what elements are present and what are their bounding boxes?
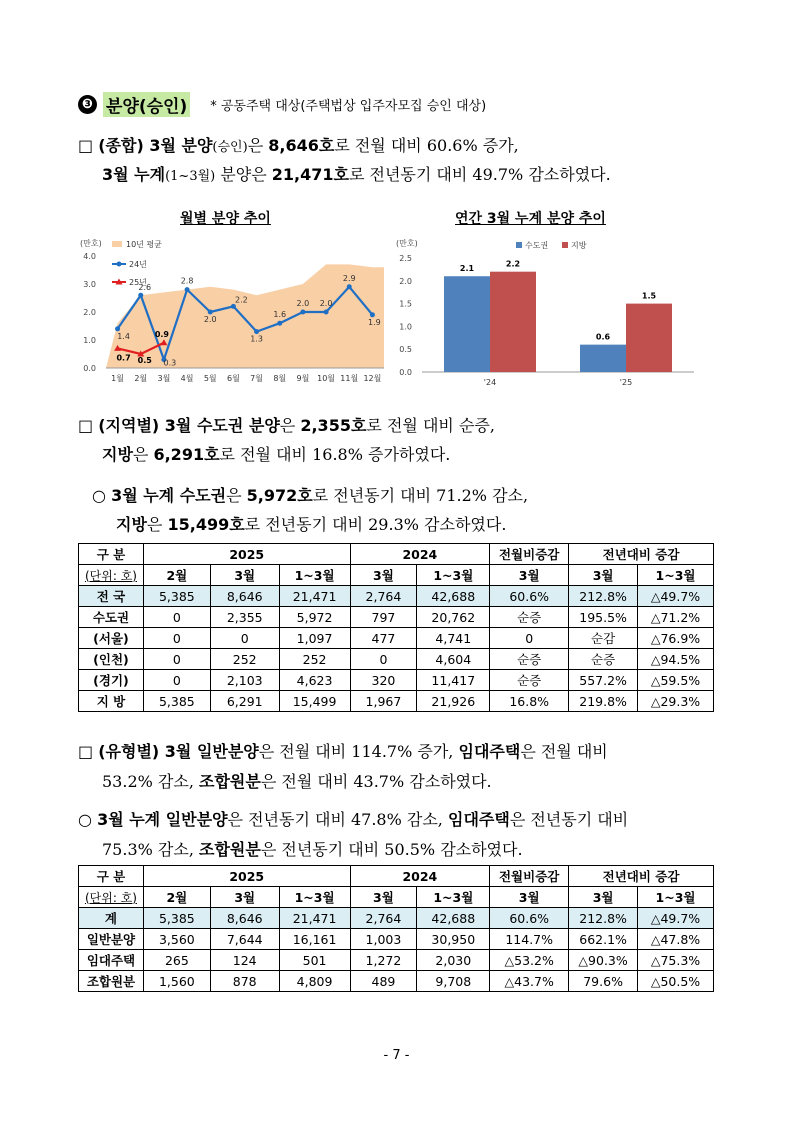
table-cell: 0 — [143, 628, 210, 649]
legend-label: 24년 — [129, 260, 147, 269]
data-label: 1.6 — [273, 310, 287, 320]
subheader-cell: 1~3월 — [417, 565, 490, 586]
data-label: 2.1 — [459, 264, 475, 274]
y-tick-label: 4.0 — [83, 252, 96, 261]
monthly-chart-title: 월별 분양 추이 — [180, 211, 271, 227]
y-tick-label: 0.0 — [399, 368, 412, 377]
tc-union: 조합원분 — [199, 840, 261, 859]
rc-local-text-2: 로 전년동기 대비 29.3% 감소하였다. — [244, 515, 507, 534]
header-yoy: 전년대비 증감 — [569, 544, 714, 565]
table-row — [79, 691, 714, 712]
box-marker: □ — [78, 136, 94, 155]
subheader-cell: 3월 — [569, 565, 638, 586]
table-row — [79, 628, 714, 649]
table-cell: △75.3% — [638, 950, 714, 971]
summary-text: 은 — [247, 136, 269, 155]
local-value: 6,291호 — [153, 445, 220, 464]
data-label: 1.9 — [368, 317, 381, 327]
table-cell: 1,003 — [350, 929, 417, 950]
data-point — [370, 312, 375, 317]
table-cell: 195.5% — [569, 607, 638, 628]
table-cell: 순증 — [490, 670, 569, 691]
x-tick-label: 7월 — [250, 374, 263, 383]
table-cell: 0 — [210, 628, 279, 649]
row-label: 일반분양 — [79, 929, 144, 950]
type-text-4: 은 전월 대비 43.7% 감소하였다. — [260, 772, 492, 791]
subheader-cell: 1~3월 — [638, 565, 714, 586]
legend-label: 수도권 — [525, 241, 549, 250]
table-row — [79, 607, 714, 628]
table-cell: 212.8% — [569, 586, 638, 607]
data-point — [277, 321, 282, 326]
table-cell: △49.7% — [638, 908, 714, 929]
summary-paragraph — [78, 136, 611, 187]
table-cell: 21,471 — [279, 908, 350, 929]
data-point — [185, 287, 190, 292]
data-label: 2.0 — [203, 315, 217, 324]
table-cell: 5,972 — [279, 607, 350, 628]
type-cumulative-paragraph — [78, 810, 628, 860]
y-tick-label: 2.0 — [83, 308, 96, 317]
table-cell: 5,385 — [143, 908, 210, 929]
table-cell: 477 — [350, 628, 417, 649]
table-cell: 0 — [143, 649, 210, 670]
data-point — [231, 304, 236, 309]
x-tick-label: 11월 — [340, 374, 359, 383]
table-cell: 4,809 — [279, 971, 350, 992]
header-2025: 2025 — [143, 544, 350, 565]
table-cell: 16.8% — [490, 691, 569, 712]
legend-swatch-area — [112, 241, 122, 247]
rc-local-subject: 지방 — [116, 515, 147, 534]
local-text: 은 — [132, 445, 154, 464]
rc-text: 은 — [226, 486, 247, 505]
section-heading — [78, 92, 486, 117]
table-cell: △43.7% — [490, 971, 569, 992]
data-point — [208, 310, 213, 315]
table-cell: 순감 — [569, 628, 638, 649]
row-label: 계 — [79, 908, 144, 929]
table-cell: 0 — [143, 670, 210, 691]
table-cell: 1,097 — [279, 628, 350, 649]
y-tick-label: 1.0 — [83, 336, 96, 345]
data-label: 2.2 — [235, 295, 248, 305]
type-subject: (유형별) 3월 일반분양 — [98, 742, 259, 761]
table-cell: △50.5% — [638, 971, 714, 992]
table-cell: 7,644 — [210, 929, 279, 950]
rc-local-value: 15,499호 — [167, 515, 245, 534]
table-cell: 20,762 — [417, 607, 490, 628]
subheader-cell: 1~3월 — [417, 887, 490, 908]
subheader-cell: 3월 — [210, 565, 279, 586]
regional-subject: (지역별) 3월 수도권 분양 — [98, 416, 280, 435]
legend-label: 지방 — [571, 241, 587, 250]
data-label: 0.5 — [137, 356, 152, 365]
subheader-cell: 3월 — [490, 565, 569, 586]
header-gubun: 구 분 — [79, 866, 144, 887]
rc-text-2: 로 전년동기 대비 71.2% 감소, — [312, 486, 529, 505]
table-cell: 0 — [350, 649, 417, 670]
y-tick-label: 0.0 — [83, 364, 96, 373]
tc-rental: 임대주택 — [447, 810, 510, 829]
data-label: 0.7 — [116, 353, 131, 363]
x-tick-label: 3월 — [157, 374, 171, 383]
table-cell: 8,646 — [210, 908, 279, 929]
table-cell: △71.2% — [638, 607, 714, 628]
table-row — [79, 971, 714, 992]
table-cell: △76.9% — [638, 628, 714, 649]
table-cell: 16,161 — [279, 929, 350, 950]
x-tick-label: '24 — [483, 378, 497, 387]
type-text-3: 53.2% 감소, — [102, 772, 199, 791]
subheader-cell: 3월 — [569, 887, 638, 908]
row-label: 지 방 — [79, 691, 144, 712]
table-cell: 252 — [279, 649, 350, 670]
table-cell: △29.3% — [638, 691, 714, 712]
cumulative-text: 분양은 — [215, 165, 272, 184]
cumulative-text-2: 로 전년동기 대비 49.7% 감소하였다. — [348, 165, 611, 184]
regional-table — [78, 543, 714, 712]
table-cell: 2,030 — [417, 950, 490, 971]
table-row — [79, 929, 714, 950]
table-cell: △47.8% — [638, 929, 714, 950]
legend-label: 25년 — [129, 278, 147, 287]
table-cell: 0 — [143, 607, 210, 628]
box-marker: □ — [78, 416, 94, 435]
table-cell: 30,950 — [417, 929, 490, 950]
table-row — [79, 649, 714, 670]
summary-tag: (종합) — [98, 136, 144, 155]
tc-text-3: 75.3% 감소, — [102, 840, 199, 859]
table-cell: 501 — [279, 950, 350, 971]
table-cell: 4,741 — [417, 628, 490, 649]
type-rental: 임대주택 — [458, 742, 521, 761]
header-mom: 전월비증감 — [490, 866, 569, 887]
x-tick-label: '25 — [619, 378, 633, 387]
table-cell: 42,688 — [417, 908, 490, 929]
table-cell: 252 — [210, 649, 279, 670]
x-tick-label: 10월 — [317, 374, 336, 383]
legend-swatch — [516, 242, 522, 248]
table-cell: 11,417 — [417, 670, 490, 691]
header-unit: (단위: 호) — [79, 565, 144, 586]
table-cell: 265 — [143, 950, 210, 971]
table-cell: 순증 — [569, 649, 638, 670]
rc-subject: 3월 누계 수도권 — [111, 486, 227, 505]
table-cell: △94.5% — [638, 649, 714, 670]
row-label: (인천) — [79, 649, 144, 670]
data-point — [254, 329, 259, 334]
table-cell: 42,688 — [417, 586, 490, 607]
header-yoy: 전년대비 증감 — [569, 866, 714, 887]
row-label: 임대주택 — [79, 950, 144, 971]
legend-marker — [117, 262, 122, 267]
type-union: 조합원분 — [199, 772, 261, 791]
data-point — [138, 293, 143, 298]
tc-subject: 3월 누계 일반분양 — [97, 810, 228, 829]
row-label: 수도권 — [79, 607, 144, 628]
data-point — [347, 284, 352, 289]
y-tick-label: 2.5 — [399, 254, 412, 263]
table-cell: 124 — [210, 950, 279, 971]
tc-text-4: 은 전년동기 대비 50.5% 감소하였다. — [260, 840, 523, 859]
row-label: (서울) — [79, 628, 144, 649]
bullet-marker: ○ — [92, 486, 106, 505]
table-cell: 60.6% — [490, 908, 569, 929]
table-cell: 1,967 — [350, 691, 417, 712]
data-label: 0.3 — [163, 358, 177, 368]
table-cell: 9,708 — [417, 971, 490, 992]
subheader-cell: 1~3월 — [638, 887, 714, 908]
data-label: 0.6 — [595, 332, 611, 342]
table-cell: 3,560 — [143, 929, 210, 950]
y-tick-label: 2.0 — [399, 276, 412, 286]
row-label: 전 국 — [79, 586, 144, 607]
table-cell: 2,764 — [350, 586, 417, 607]
table-cell: 2,764 — [350, 908, 417, 929]
table-cell: 557.2% — [569, 670, 638, 691]
x-tick-label: 5월 — [203, 374, 217, 383]
cumulative-value: 21,471호 — [271, 165, 349, 184]
type-paragraph — [78, 742, 608, 792]
cumulative-range: (1~3월) — [165, 169, 216, 184]
summary-text-2: 로 전월 대비 60.6% 증가, — [334, 136, 519, 155]
table-cell: △49.7% — [638, 586, 714, 607]
table-cell: 21,471 — [279, 586, 350, 607]
table-cell: 212.8% — [569, 908, 638, 929]
data-label: 2.0 — [319, 299, 333, 308]
summary-value: 8,646호 — [268, 136, 335, 155]
bar — [444, 276, 490, 372]
tc-text: 은 전년동기 대비 47.8% 감소, — [227, 810, 448, 829]
bar — [490, 272, 536, 372]
y-tick-label: 1.0 — [399, 322, 412, 332]
x-tick-label: 4월 — [180, 374, 194, 383]
table-cell: 2,103 — [210, 670, 279, 691]
table-cell: 797 — [350, 607, 417, 628]
header-2024: 2024 — [350, 544, 490, 565]
y-tick-label: 0.5 — [399, 345, 412, 355]
subheader-cell: 1~3월 — [279, 565, 350, 586]
table-cell: 4,623 — [279, 670, 350, 691]
table-cell: 0 — [490, 628, 569, 649]
bar — [580, 345, 626, 372]
data-label: 1.5 — [641, 291, 657, 301]
x-tick-label: 2월 — [134, 374, 148, 383]
table-row — [79, 586, 714, 607]
table-cell: 5,385 — [143, 586, 210, 607]
local-subject: 지방 — [102, 445, 133, 464]
table-cell: 15,499 — [279, 691, 350, 712]
local-text-2: 로 전월 대비 16.8% 증가하였다. — [219, 445, 451, 464]
table-cell: △59.5% — [638, 670, 714, 691]
y-tick-label: 3.0 — [83, 280, 96, 289]
subheader-cell: 1~3월 — [279, 887, 350, 908]
table-cell: 114.7% — [490, 929, 569, 950]
section-note: * 공동주택 대상(주택법상 입주자모집 승인 대상) — [210, 99, 487, 114]
data-label: 0.9 — [154, 329, 170, 339]
header-gubun: 구 분 — [79, 544, 144, 565]
table-cell: 6,291 — [210, 691, 279, 712]
x-tick-label: 12월 — [363, 374, 382, 383]
box-marker: □ — [78, 742, 94, 761]
regional-text: 은 — [279, 416, 301, 435]
header-unit: (단위: 호) — [79, 887, 144, 908]
annual-chart-title: 연간 3월 누계 분양 추이 — [455, 211, 606, 227]
bar — [626, 304, 672, 372]
table-row — [79, 908, 714, 929]
table-cell: △53.2% — [490, 950, 569, 971]
cumulative-subject: 3월 누계 — [102, 165, 166, 184]
x-tick-label: 1월 — [111, 374, 124, 383]
regional-paragraph — [78, 416, 495, 465]
data-point — [324, 310, 329, 315]
table-cell: 320 — [350, 670, 417, 691]
header-2024: 2024 — [350, 866, 490, 887]
row-label: 조합원분 — [79, 971, 144, 992]
x-tick-label: 8월 — [273, 374, 287, 383]
page-number: - 7 - — [383, 1048, 410, 1063]
table-cell: 60.6% — [490, 586, 569, 607]
table-row — [79, 950, 714, 971]
table-cell: △90.3% — [569, 950, 638, 971]
table-row — [79, 670, 714, 691]
type-text: 은 전월 대비 114.7% 증가, — [258, 742, 459, 761]
table-cell: 5,385 — [143, 691, 210, 712]
data-label: 2.8 — [180, 276, 194, 286]
data-label: 1.3 — [250, 334, 263, 344]
table-cell: 1,560 — [143, 971, 210, 992]
table-cell: 878 — [210, 971, 279, 992]
rc-local-text: 은 — [146, 515, 168, 534]
section-title: 분양(승인) — [103, 92, 190, 117]
data-label: 1.4 — [117, 331, 130, 341]
regional-text-2: 로 전월 대비 순증, — [366, 416, 495, 435]
table-cell: 662.1% — [569, 929, 638, 950]
data-point — [300, 310, 305, 315]
subheader-cell: 3월 — [210, 887, 279, 908]
regional-cumulative-paragraph — [92, 486, 528, 535]
table-cell: 8,646 — [210, 586, 279, 607]
subheader-cell: 3월 — [490, 887, 569, 908]
legend-swatch — [562, 242, 568, 248]
table-cell: 2,355 — [210, 607, 279, 628]
table-cell: 1,272 — [350, 950, 417, 971]
data-label: 2.0 — [296, 299, 310, 308]
data-point — [115, 326, 120, 331]
table-cell: 순증 — [490, 607, 569, 628]
summary-subject: 3월 분양 — [143, 136, 213, 155]
rc-value: 5,972호 — [246, 486, 313, 505]
header-2025: 2025 — [143, 866, 350, 887]
y-unit-label: (만호) — [80, 239, 102, 248]
subheader-cell: 3월 — [350, 565, 417, 586]
annual-chart — [394, 236, 704, 388]
bullet-marker: ○ — [78, 810, 92, 829]
data-label: 2.2 — [505, 259, 521, 269]
legend-label: 10년 평균 — [126, 240, 162, 249]
regional-value: 2,355호 — [300, 416, 367, 435]
table-cell: 순증 — [490, 649, 569, 670]
type-text-2: 은 전월 대비 — [520, 742, 608, 761]
y-tick-label: 1.5 — [399, 299, 412, 309]
table-cell: 4,604 — [417, 649, 490, 670]
subheader-cell: 3월 — [350, 887, 417, 908]
row-label: (경기) — [79, 670, 144, 691]
monthly-chart — [78, 236, 394, 388]
type-table — [78, 865, 714, 992]
data-label: 2.6 — [138, 283, 152, 293]
summary-qualifier: (승인) — [212, 140, 248, 155]
x-tick-label: 9월 — [296, 374, 310, 383]
section-number: ❸ — [78, 95, 97, 114]
subheader-cell: 2월 — [143, 887, 210, 908]
table-cell: 79.6% — [569, 971, 638, 992]
header-mom: 전월비증감 — [490, 544, 569, 565]
table-cell: 219.8% — [569, 691, 638, 712]
x-tick-label: 6월 — [227, 374, 240, 383]
data-label: 2.9 — [342, 273, 356, 283]
tc-text-2: 은 전년동기 대비 — [509, 810, 629, 829]
table-cell: 489 — [350, 971, 417, 992]
subheader-cell: 2월 — [143, 565, 210, 586]
table-cell: 21,926 — [417, 691, 490, 712]
y-unit-label: (만호) — [396, 239, 418, 248]
